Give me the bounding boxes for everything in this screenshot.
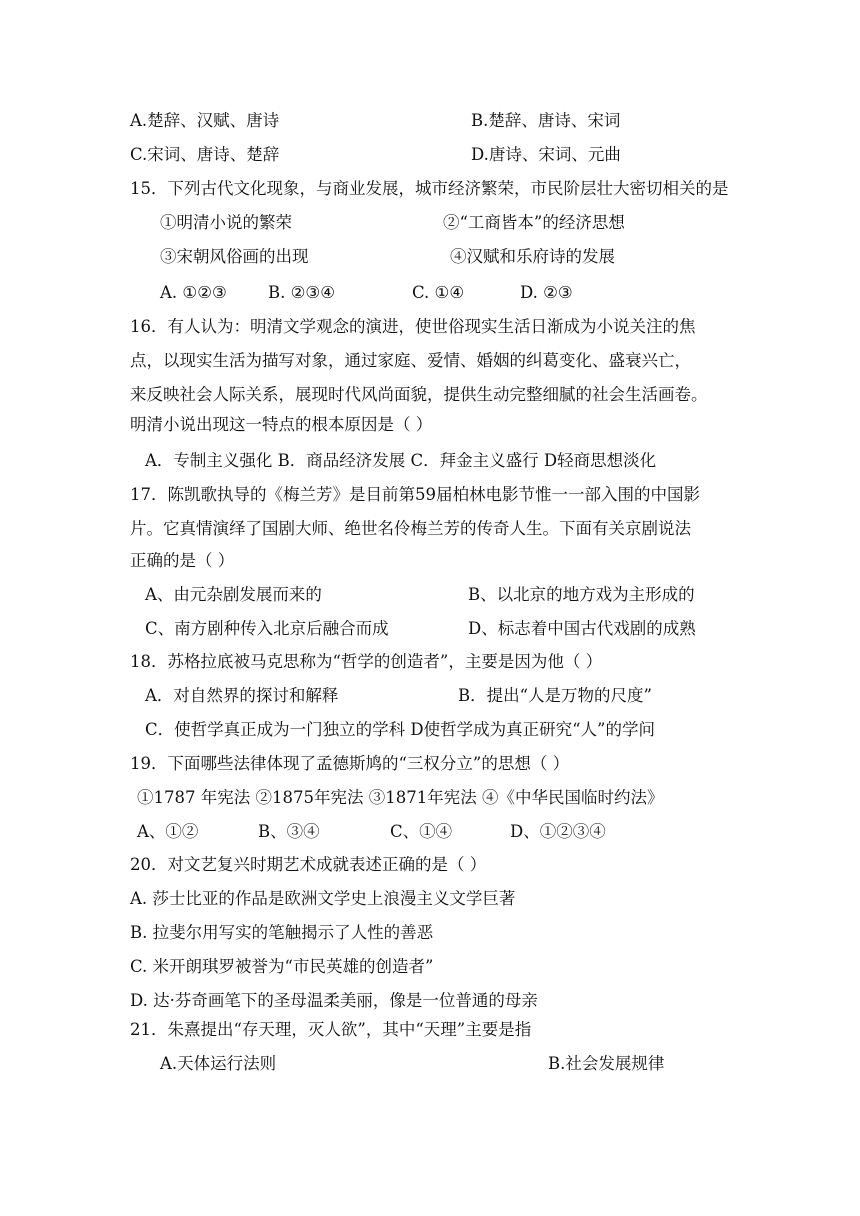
q15-option-c: C. ①④ <box>412 283 465 302</box>
q15-stem: 15．下列古代文化现象，与商业发展，城市经济繁荣，市民阶层壮大密切相关的是 <box>130 179 729 198</box>
q21-option-a: A.天体运行法则 <box>160 1054 277 1073</box>
q17-stem-line-2: 片。它真情演绎了国剧大师、绝世名伶梅兰芳的传奇人生。下面有关京剧说法 <box>130 519 691 538</box>
q14-option-c: C.宋词、唐诗、楚辞 <box>130 145 280 164</box>
q14-option-b: B.楚辞、唐诗、宋词 <box>471 111 621 130</box>
q20-option-c: C. 米开朗琪罗被誉为“市民英雄的创造者” <box>130 957 434 976</box>
q18-option-a: A．对自然界的探讨和解释 <box>145 686 339 705</box>
q15-option-b: B. ②③④ <box>268 283 335 302</box>
q19-option-b: B、③④ <box>258 822 320 841</box>
q20-option-a: A. 莎士比亚的作品是欧洲文学史上浪漫主义文学巨著 <box>130 889 516 908</box>
q16-stem-line-1: 16．有人认为：明清文学观念的演进，使世俗现实生活日渐成为小说关注的焦 <box>130 317 696 336</box>
q17-option-a: A、由元杂剧发展而来的 <box>145 585 322 604</box>
q18-stem: 18．苏格拉底被马克思称为“哲学的创造者”，主要是因为他（ ） <box>130 652 603 671</box>
q16-stem-line-2: 点，以现实生活为描写对象，通过家庭、爱情、婚姻的纠葛变化、盛衰兴亡， <box>130 351 691 370</box>
q18-option-cd: C．使哲学真正成为一门独立的学科 D使哲学成为真正研究“人”的学问 <box>145 720 655 739</box>
q17-option-d: D、标志着中国古代戏剧的成熟 <box>468 619 696 638</box>
q19-stem: 19．下面哪些法律体现了孟德斯鸠的“三权分立”的思想（ ） <box>130 754 570 773</box>
q16-stem-line-3: 来反映社会人际关系，展现时代风尚面貌，提供生动完整细腻的社会生活画卷。 <box>130 385 708 404</box>
q20-option-d: D. 达·芬奇画笔下的圣母温柔美丽，像是一位普通的母亲 <box>130 991 538 1010</box>
q21-stem: 21．朱熹提出“存天理，灭人欲”，其中“天理”主要是指 <box>130 1020 532 1039</box>
q20-option-b: B. 拉斐尔用写实的笔触揭示了人性的善恶 <box>130 923 434 942</box>
q19-option-c: C、①④ <box>390 822 453 841</box>
q17-option-c: C、南方剧种传入北京后融合而成 <box>145 619 389 638</box>
q19-option-a: A、①② <box>137 822 199 841</box>
q15-item-3: ③宋朝风俗画的出现 <box>160 247 309 266</box>
q15-item-4: ④汉赋和乐府诗的发展 <box>450 247 615 266</box>
q20-stem: 20．对文艺复兴时期艺术成就表述正确的是（ ） <box>130 855 487 874</box>
q14-option-a: A.楚辞、汉赋、唐诗 <box>130 111 280 130</box>
q16-options: A．专制主义强化 B．商品经济发展 C．拜金主义盛行 D轻商思想淡化 <box>145 451 657 470</box>
q17-option-b: B、以北京的地方戏为主形成的 <box>468 585 695 604</box>
q16-stem-line-4: 明清小说出现这一特点的根本原因是（ ） <box>130 415 433 434</box>
q18-option-b: B．提出“人是万物的尺度” <box>458 686 652 705</box>
q15-option-a: A. ①②③ <box>160 283 227 302</box>
q17-stem-line-1: 17．陈凯歌执导的《梅兰芳》是目前第59届柏林电影节惟一一部入围的中国影 <box>130 485 700 504</box>
q17-stem-line-3: 正确的是（ ） <box>130 551 235 570</box>
q19-option-d: D、①②③④ <box>510 822 606 841</box>
q15-option-d: D. ②③ <box>520 283 573 302</box>
q15-item-2: ②“工商皆本”的经济思想 <box>443 213 625 232</box>
q14-option-d: D.唐诗、宋词、元曲 <box>471 145 621 164</box>
q19-items: ①1787 年宪法 ②1875年宪法 ③1871年宪法 ④《中华民国临时约法》 <box>137 788 664 807</box>
q15-item-1: ①明清小说的繁荣 <box>160 213 292 232</box>
q21-option-b: B.社会发展规律 <box>548 1054 665 1073</box>
